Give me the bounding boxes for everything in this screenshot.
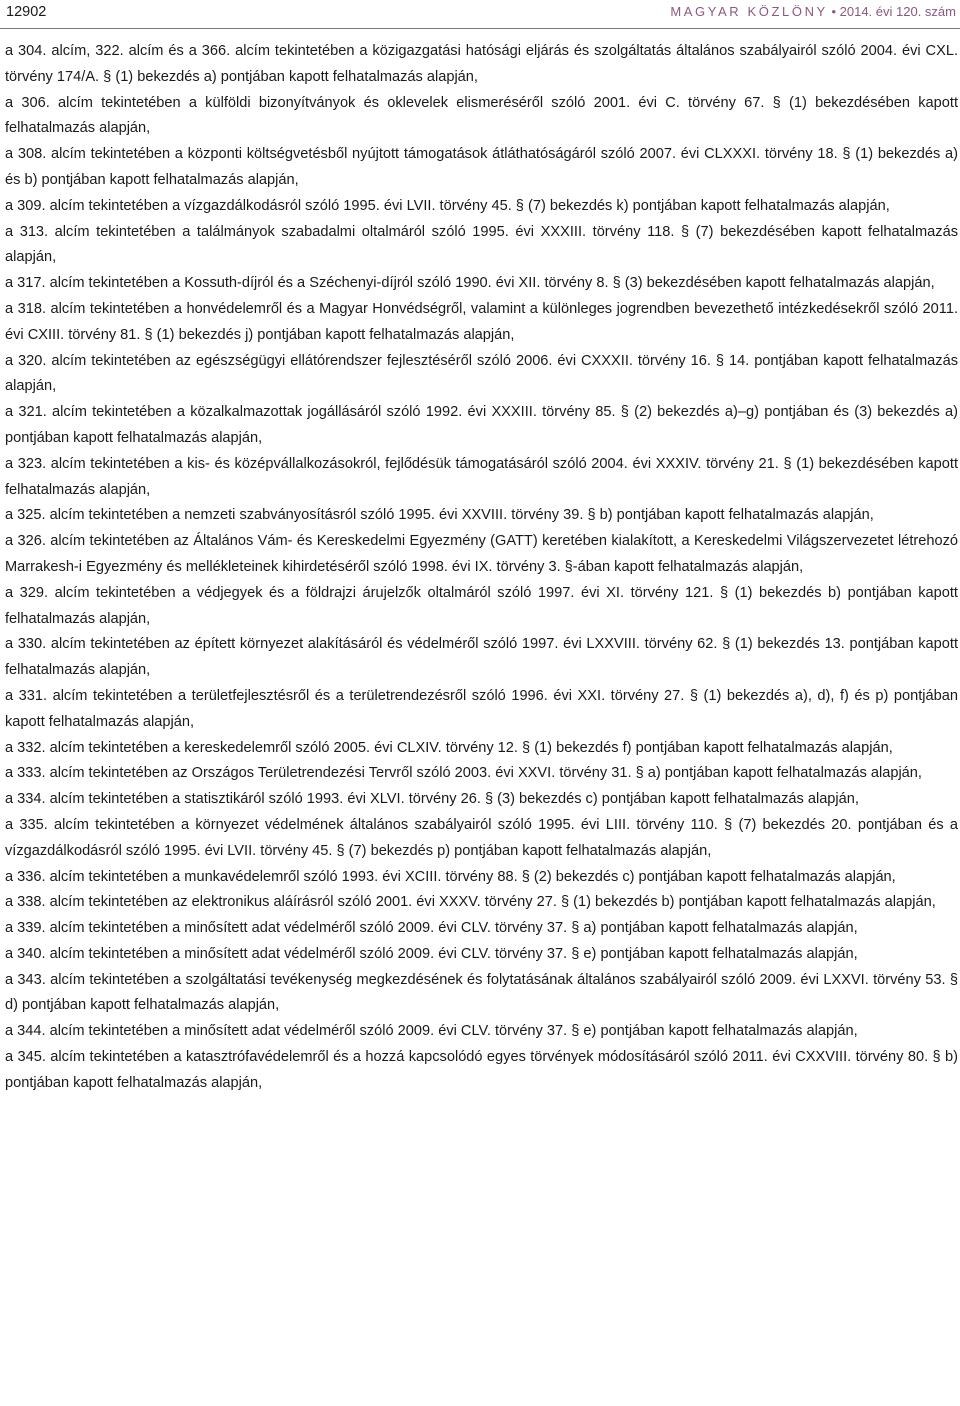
paragraph-343: a 343. alcím tekintetében a szolgáltatási tevékenység megkezdésének és folytatásának általános szabályairól szóló 2009. évi LXXVI. törvény 53. § d) pontjában kapott felhatalmazás alapján,: [5, 971, 958, 1014]
paragraph-340: a 340. alcím tekintetében a minősített adat védelméről szóló 2009. évi CLV. törvény 37. § e) pontjában kapott felhatalmazás alapján,: [5, 945, 858, 962]
paragraph-306: a 306. alcím tekintetében a külföldi bizonyítványok és oklevelek elismeréséről szóló 2001. évi C. törvény 67. § (1) bekezdésében kapott felhatalmazás alapján,: [5, 94, 958, 137]
paragraph-339: a 339. alcím tekintetében a minősített adat védelméről szóló 2009. évi CLV. törvény 37. § a) pontjában kapott felhatalmazás alapján,: [5, 920, 858, 937]
paragraph-317: a 317. alcím tekintetében a Kossuth-díjról és a Széchenyi-díjról szóló 1990. évi XII. törvény 8. § (3) bekezdésében kapott felhatalmazás alapján,: [5, 275, 935, 292]
paragraph-321: a 321. alcím tekintetében a közalkalmazottak jogállásáról szóló 1992. évi XXXIII. törvény 85. § (2) bekezdés a)–g) pontjában és (3) bekezdés a) pontjában kapott felhatalmazás alapján,: [5, 404, 958, 446]
paragraph-329: a 329. alcím tekintetében a védjegyek és a földrajzi árujelzők oltalmáról szóló 1997. évi XI. törvény 121. § (1) bekezdés b) pontjában kapott felhatalmazás alapján,: [5, 584, 958, 627]
paragraph-320: a 320. alcím tekintetében az egészségügyi ellátórendszer fejlesztéséről szóló 2006. évi CXXXII. törvény 16. § 14. pontjában kapott felhatalmazás alapján,: [5, 352, 958, 395]
paragraph-313: a 313. alcím tekintetében a találmányok szabadalmi oltalmáról szóló 1995. évi XXXIII. törvény 118. § (7) bekezdésében kapott felhatalmazás alapján,: [5, 223, 958, 266]
paragraph-308: a 308. alcím tekintetében a központi költségvetésből nyújtott támogatások átláthatóságáról szóló 2007. évi CLXXXI. törvény 18. § (1) bekezdés a) és b) pontjában kapott felhatalmazás alapján,: [5, 146, 958, 188]
document-body: [5, 39, 958, 1097]
paragraph-338: a 338. alcím tekintetében az elektronikus aláírásról szóló 2001. évi XXXV. törvény 27. § (1) bekezdés b) pontjában kapott felhatalmazás alapján,: [5, 894, 936, 911]
page-header: [0, 0, 960, 30]
paragraph-332: a 332. alcím tekintetében a kereskedelemről szóló 2005. évi CLXIV. törvény 12. § (1) bekezdés f) pontjában kapott felhatalmazás alapján,: [5, 739, 893, 756]
header-rule: [0, 28, 960, 29]
page-number: 12902: [6, 4, 47, 20]
paragraph-323: a 323. alcím tekintetében a kis- és középvállalkozásokról, fejlődésük támogatásáról szóló 2004. évi XXXIV. törvény 21. § (1) bekezdésében kapott felhatalmazás alapján,: [5, 455, 958, 498]
paragraph-326: a 326. alcím tekintetében az Általános Vám- és Kereskedelmi Egyezmény (GATT) keretében kialakított, a Kereskedelmi Világszervezetet létrehozó Marrakesh-i Egyezmény és mellékleteinek kihirdetéséről szóló 1998. évi IX. törvény 3. §-ában kapott felhatalmazás alapján,: [5, 533, 958, 575]
paragraph-333: a 333. alcím tekintetében az Országos Területrendezési Tervről szóló 2003. évi XXVI. törvény 31. § a) pontjában kapott felhatalmazás alapján,: [5, 765, 922, 782]
paragraph-304: a 304. alcím, 322. alcím és a 366. alcím tekintetében a közigazgatási hatósági eljárás és szolgáltatás általános szabályairól szóló 2004. évi CXL. törvény 174/A. § (1) bekezdés a) pontjában kapott felhatalmazás alapján,: [5, 43, 958, 85]
bullet-separator: •: [831, 4, 837, 19]
paragraph-309: a 309. alcím tekintetében a vízgazdálkodásról szóló 1995. évi LVII. törvény 45. § (7) bekezdés k) pontjában kapott felhatalmazás alapján,: [5, 197, 890, 214]
journal-title: MAGYAR KÖZLÖNY: [670, 4, 828, 19]
paragraph-336: a 336. alcím tekintetében a munkavédelemről szóló 1993. évi XCIII. törvény 88. § (2) bekezdés c) pontjában kapott felhatalmazás alapján,: [5, 868, 896, 885]
paragraph-344: a 344. alcím tekintetében a minősített adat védelméről szóló 2009. évi CLV. törvény 37. § e) pontjában kapott felhatalmazás alapján,: [5, 1023, 858, 1040]
running-head: [670, 4, 956, 19]
paragraph-334: a 334. alcím tekintetében a statisztikáról szóló 1993. évi XLVI. törvény 26. § (3) bekezdés c) pontjában kapott felhatalmazás alapján,: [5, 791, 859, 808]
issue-label: 2014. évi 120. szám: [839, 4, 956, 19]
paragraph-335: a 335. alcím tekintetében a környezet védelmének általános szabályairól szóló 1995. évi LIII. törvény 110. § (7) bekezdés 20. pontjában és a vízgazdálkodásról szóló 1995. évi LVII. törvény 45. § (7) bekezdés p) pontjában kapott felhatalmazás alapján,: [5, 816, 958, 859]
paragraph-331: a 331. alcím tekintetében a területfejlesztésről és a területrendezésről szóló 1996. évi XXI. törvény 27. § (1) bekezdés a), d), f) és p) pontjában kapott felhatalmazás alapján,: [5, 687, 958, 730]
paragraph-345: a 345. alcím tekintetében a katasztrófavédelemről és a hozzá kapcsolódó egyes törvények módosításáról szóló 2011. évi CXXVIII. törvény 80. § b) pontjában kapott felhatalmazás alapján,: [5, 1049, 958, 1091]
paragraph-325: a 325. alcím tekintetében a nemzeti szabványosításról szóló 1995. évi XXVIII. törvény 39. § b) pontjában kapott felhatalmazás alapján,: [5, 507, 874, 524]
paragraph-330: a 330. alcím tekintetében az épített környezet alakításáról és védelméről szóló 1997. évi LXXVIII. törvény 62. § (1) bekezdés 13. pontjában kapott felhatalmazás alapján,: [5, 636, 958, 679]
paragraph-318: a 318. alcím tekintetében a honvédelemről és a Magyar Honvédségről, valamint a különleges jogrendben bevezethető intézkedésekről szóló 2011. évi CXIII. törvény 81. § (1) bekezdés j) pontjában kapott felhatalmazás alapján,: [5, 300, 958, 343]
